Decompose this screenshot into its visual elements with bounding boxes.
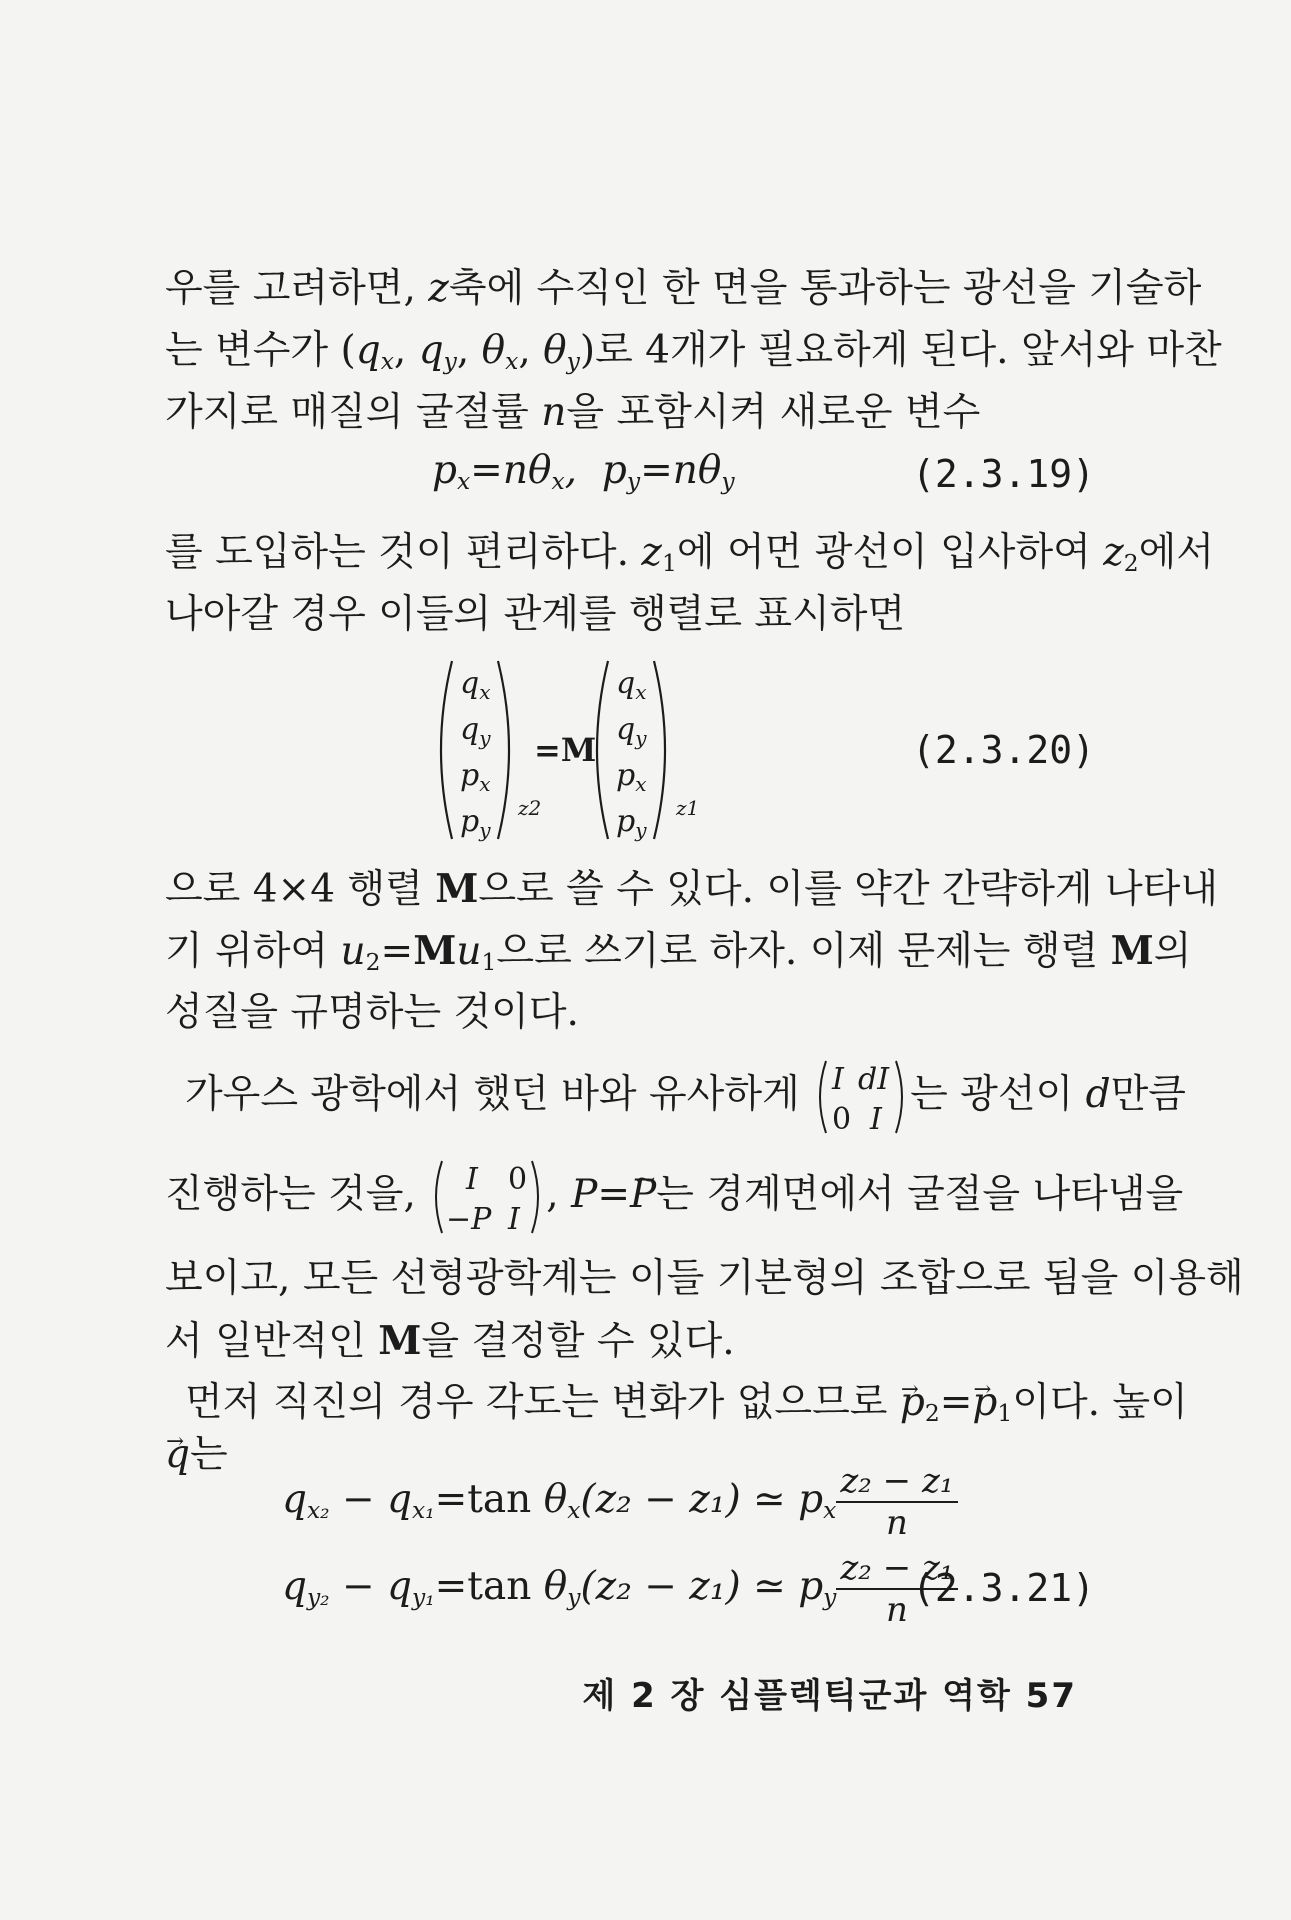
matrix-refraction — [428, 1157, 546, 1237]
sub: y — [635, 726, 647, 750]
vec-left-q: q — [460, 666, 480, 701]
svg-text:px — [460, 758, 491, 796]
svg-text:0: 0 — [508, 1162, 528, 1197]
para1-line2: 는 변수가 ($q_x$, $q_y$, $\theta_x$, $\theta_y$)로 4개가 필요하게 된다. 앞서와 마찬 — [165, 328, 1222, 375]
para2-line1: 를 도입하는 것이 편리하다. $z_1$에 어먼 광선이 입사하여 $z_2$에서 — [165, 530, 1215, 577]
vec-left-q: q — [460, 712, 480, 747]
sub: y — [635, 818, 647, 842]
para4-line3: 보이고, 모든 선형광학계는 이들 기본형의 조합으로 됨을 이용해 — [165, 1256, 1244, 1301]
svg-text:py — [460, 804, 491, 842]
equation-number-20: (2.3.20) — [911, 728, 1095, 772]
svg-text:I: I — [466, 1162, 479, 1197]
para4-line4: 서 일반적인 M을 결정할 수 있다. — [165, 1318, 735, 1364]
svg-text:I: I — [508, 1202, 521, 1237]
svg-text:qx — [460, 666, 491, 704]
subscript-z2: z2 — [518, 796, 542, 820]
equation-2-3-20 — [430, 655, 750, 845]
svg-text:dI: dI — [858, 1062, 890, 1097]
svg-text:I: I — [870, 1102, 882, 1137]
para3-line3: 성질을 규명하는 것이다. — [165, 990, 579, 1035]
para4-line1: 가우스 광학에서 했던 바와 유사하게 I dI 0 I 는 광선이 d만큼 — [185, 1050, 1095, 1140]
para3-line2: 기 위하여 $u_2=Mu_1$으로 쓰기로 하자. 이제 문제는 행렬 M의 — [165, 928, 1192, 976]
vec-right-q: q — [616, 666, 636, 701]
sub: y — [479, 726, 491, 750]
sub: x — [635, 772, 647, 796]
p-tilde: ~ P — [630, 1150, 656, 1240]
vec-right-q: q — [616, 712, 636, 747]
svg-text:qy — [460, 712, 491, 750]
sub: x — [479, 772, 491, 796]
para1-line1: 우를 고려하면, z축에 수직인 한 면을 통과하는 광선을 기술하 — [165, 266, 1202, 311]
svg-text:−P: −P — [446, 1202, 492, 1237]
matrix-propagation — [812, 1057, 910, 1137]
sub: x — [479, 680, 491, 704]
equation-2-3-21-line2: $q_{y_2} - q_{y_1}=\tan$ $\theta_y(z_2 - z_1)$ ≃ $p_y$ $\frac{\text{z₂ − z₁}}{n}$ — [282, 1547, 958, 1630]
para3-line1: 으로 4×4 행렬 M으로 쓸 수 있다. 이를 약간 간략하게 나타내 — [165, 866, 1219, 912]
vec-right-p: p — [616, 804, 636, 839]
equation-number-19: (2.3.19) — [911, 452, 1095, 496]
para5-line2: → q는 — [165, 1424, 1095, 1486]
page-footer: 제 2 장 심플렉틱군과 역학 57 — [582, 1676, 1077, 1716]
equation-number-21: (2.3.21) — [911, 1566, 1095, 1610]
equation-2-3-19: $p_x=n\theta_x$, $p_y=n\theta_y$ — [432, 448, 735, 495]
para4-line2: 진행하는 것을, I 0 −P I , P=~ P는 경계면에서 굴절을 나타냄을 — [165, 1150, 1095, 1240]
sub: x — [635, 680, 647, 704]
para5-line1: 먼저 직진의 경우 각도는 변화가 없으므로 → $p_2=\to p_1$이다. 높이 — [185, 1372, 1095, 1434]
matrix-M: =M — [534, 731, 597, 769]
svg-text:0: 0 — [832, 1102, 852, 1137]
svg-text:I: I — [832, 1062, 844, 1097]
vec-left-p: p — [460, 804, 480, 839]
vec-left-p: p — [460, 758, 480, 793]
vec-right-p: p — [616, 758, 636, 793]
para2-line2: 나아갈 경우 이들의 관계를 행렬로 표시하면 — [165, 592, 906, 637]
svg-text:qy — [616, 712, 647, 750]
svg-text:qx — [616, 666, 647, 704]
fraction: $\frac{\text{z₂ − z₁}}{n}$ — [836, 1461, 957, 1543]
fraction: $\frac{\text{z₂ − z₁}}{n}$ — [836, 1548, 957, 1630]
sub: y — [479, 818, 491, 842]
svg-text:py — [616, 804, 647, 842]
subscript-z1: z1 — [676, 796, 700, 820]
equation-2-3-21-line1: $q_{x_2} - q_{x_1}=\tan$ $\theta_x(z_2 - z_1)$ ≃ $p_x$ $\frac{\text{z₂ − z₁}}{n}$ — [282, 1460, 958, 1543]
svg-text:px — [616, 758, 647, 796]
para1-line3: 가지로 매질의 굴절률 n을 포함시켜 새로운 변수 — [165, 390, 981, 435]
